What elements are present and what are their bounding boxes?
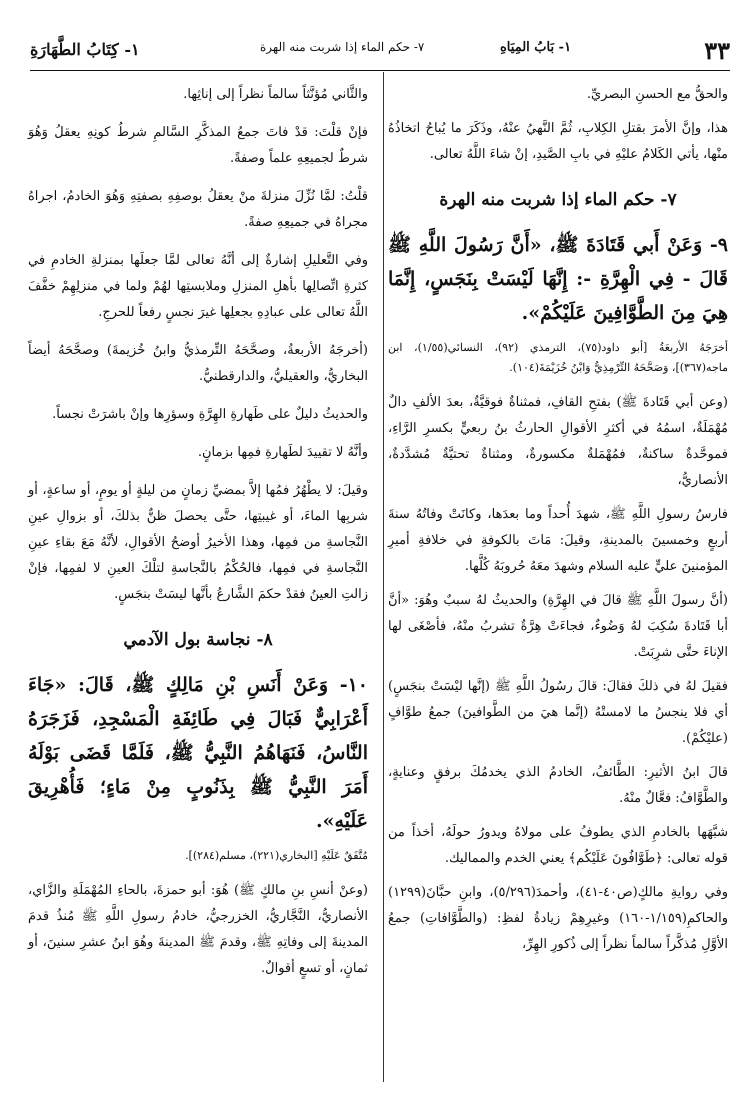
paragraph: قالَ ابنُ الأثيرِ: الطَّائفُ، الخادمُ الذي يخدمُكَ برفقٍ وعنايةٍ، والطَّوَّافُ: فعَّالٌ منْهُ. [388,765,728,806]
paragraph: وأنَّهُ لا تقييدَ لطَهارةِ فمِها بزمانٍ. [197,445,368,460]
hadith-text: ٩- وَعَنْ أَبي قَتَادَةَ ﷺ، «أَنَّ رَسُولَ اللَّهِ ﷺ قَالَ - فِي الْهِرَّةِ -: إِنَّهَا لَيْسَتْ بِنَجَسٍ، إِنَّمَا هِيَ مِنَ الطَّوَّافِينَ عَلَيْكُمْ». [388,234,728,324]
running-title: ٧- حكم الماء إذا شربت منه الهرة [260,40,425,54]
paragraph: (أنَّ رسولَ اللَّهِ ﷺ قالَ في الهِرَّةِ) والحديثُ لهُ سببٌ وهُوَ: «أنَّ أبا قَتَادةَ سُكِبَ لهُ وَضُوءٌ، فجاءَتْ هِرَّةٌ تشربُ منْهُ، فأصْغَى لها الإناءَ حتَّى شرِبَتْ. [388,593,728,660]
hadith-source: أخرَجَهُ الأربعَةُ [أبو داود(٧٥)، الترمذي (٩٢)، النسائي(١/٥٥)، ابن ماجه(٣٦٧)]، وَصَحَّحَهُ التِّرْمِذِيُّ وَابْنُ خُزَيْمَةَ(١٠٤). [388,341,728,374]
paragraph: (وعنْ أنسِ بنِ مالكٍ ﷺ) هُوَ: أبو حمزةَ، بالحاءِ المُهْمَلَةِ والزَّاي، الأنصاريُّ، النَّجَّاريُّ، الخزرجيُّ، خادمُ رسولِ اللَّهِ ﷺ مُنذُ قدمَ المدينةَ إلى وفاتِهِ ﷺ، وقدمَ ﷺ المدينةَ وهُوَ ابنُ عشرِ سنينَ، أو ثمانٍ، أو تسعٍ أقوالٌ. [28,883,368,976]
paragraph: والثَّاني مُؤنَّثاً سالماً نظراً إلى إناثِها. [183,87,368,102]
paragraph: فقيلَ لهُ في ذلكَ فقالَ: قالَ رسُولُ اللَّهِ ﷺ (إنَّها ليْسَتْ بنجَسٍ) أي فلا ينجسُ ما لامستْهُ (إنَّما هيَ من الطَّوافينَ) جمعُ طوَّافٍ (عليْكُمْ). [388,679,728,746]
section-heading: ٨- نجاسة بول الآدمي [123,630,273,650]
header-divider [30,70,730,71]
hadith-source: مُتَّفَقٌ عَلَيْهِ [البخاري(٢٢١)، مسلم(٢٨٤)]. [185,849,368,862]
paragraph: قلْتُ: لمَّا نُزِّلَ منزلةَ منْ يعقلُ بوصفِهِ بصفتِهِ وَهُوَ الخادمُ، اجراهُ مجراهُ في جميعِهِ صفةً. [28,189,368,230]
paragraph: وقيلَ: لا يطْهُرُ فمُها إلاَّ بمضيِّ زمانٍ من ليلةٍ أو يومٍ، أو ساعةٍ، أو شربِها الماءَ، أو غيبتِها، حتَّى يحصلَ ظنٌّ بذلكَ، أو بزوالِ عينِ النَّجاسةِ من فمِها، وهذا الأخيرُ أوضحُ الأقوالِ، لأنَّهُ مَعَ بقاءِ عينِ النَّجاسةِ في فمِها، فالحُكْمُ بالنَّجاسةِ لتلْكَ العينِ لا لفمِها، فإنْ زالتِ العينُ فقدْ حكمَ الشَّارعُ بأنَّها ليسَتْ بنجَسٍ. [28,483,368,602]
paragraph: هذا، وإنَّ الأمرَ بقتلِ الكِلابِ، ثُمَّ النَّهيُ عنْهُ، وذَكَرَ ما يُباحُ اتخاذُهُ منْها، يأتي الكَلامُ عليْهِ في بابِ الصَّيدِ، إنْ شاءَ اللَّهُ تعالى. [388,121,728,162]
page-number: ٣٣ [704,36,730,65]
left-column [28,82,368,990]
right-column [388,82,728,966]
column-divider [383,72,384,1082]
paragraph: فارسُ رسولِ اللَّهِ ﷺ، شهدَ أُحداً وما بعدَها، وكانَتْ وفاتُهُ سنةَ أربعٍ وخمسينَ بالمدينةِ، وقيلَ: مَاتَ بالكوفةِ في خلافةِ أميرِ المؤمنينَ عليٍّ عليه السلام وشهدَ معَهُ حُروبَهُ كُلَّها. [388,507,728,574]
paragraph: فإنْ قلْتَ: قدْ فاتَ جمعُ المذكَّرِ السَّالمِ شرطُ كونِهِ يعقلُ وَهُوَ شرطٌ لجميعِهِ علماً وصفةً. [28,125,368,166]
paragraph: (وعن أبي قَتَادةَ ﷺ) بفتحِ القافِ، فمثناةٌ فوقيَّةٌ، بعدَ الألفِ دالٌ مُهْمَلَةٌ، اسمُهُ في أكثرِ الأقوالِ الحارثُ بنُ ربعيٍّ بكسرِ الرَّاءِ، فموحَّدةٌ ساكنةٌ، فمُهْمَلةٌ مكسورةٌ، ومثناةٌ تحتيَّةٌ مُشدَّدةٌ، الأنصاريُّ، [388,395,728,488]
running-chapter: ١- بَابُ المِيَاهِ [500,40,572,55]
paragraph: (أخرجَهُ الأربعةُ، وصحَّحَهُ التِّرمذيُّ وابنُ خُزيمةَ) وصحَّحَهُ أيضاً البخاريُّ، والعقيليُّ، والدارقطنيُّ. [28,343,368,384]
paragraph: والحديثُ دليلٌ على طَهارةِ الهِرَّةِ وسؤرِها وإنْ باشرَتْ نجساً. [52,407,368,422]
paragraph: شبَّهَها بالخادمِ الذي يطوفُ على مولاهُ ويدورُ حولَهُ، أخذاً من قوله تعالى: ﴿طَوَّافُونَ عَلَيْكُم﴾ يعني الخدم والمماليك. [388,825,728,866]
section-heading: ٧- حكم الماء إذا شربت منه الهرة [439,190,677,210]
paragraph: وفي التَّعليلِ إشارةٌ إلى أنَّهُ تعالى لمَّا جعلَها بمنزلةِ الخادمِ في كثرةِ اتِّصالِها بأهلِ المنزلِ وملابستِها لهُمْ ولما في منزلِهِمْ خفَّفَ اللَّهُ تعالى على عبادِهِ بجعلِها غيرَ نجسٍ رفعاً للحرجِ. [28,253,368,320]
paragraph: وفي روايةِ مالكٍ(ص٤٠-٤١)، وأحمدَ(٥/٢٩٦)، وابنِ حبَّانَ(١٢٩٩) والحاكمِ(١/١٥٩-١٦٠) وغيرِهِمْ زيادةُ لفظِ: (والطَّوَّافاتِ) جمعُ الأوَّلِ مُذكَّراً سالماً نظراً إلى ذُكورِ الهِرِّ، [388,885,728,952]
paragraph: والحقُّ مع الحسنِ البصريِّ. [586,87,728,102]
hadith-text: ١٠- وَعَنْ أَنَسِ بْنِ مَالِكٍ ﷺ، قَالَ: «جَاءَ أَعْرَابِيٌّ فَبَالَ فِي طَائِفَةِ الْمَسْجِدِ، فَزَجَرَهُ النَّاسُ، فَنَهَاهُمُ النَّبِيُّ ﷺ، فَلَمَّا قَضَى بَوْلَهُ أَمَرَ النَّبِيُّ ﷺ بِذَنُوبٍ مِنْ مَاءٍ؛ فَأُهْرِيقَ عَلَيْهِ». [28,674,368,832]
running-book: ١- كِتَابُ الطَّهَارَةِ [30,40,140,59]
page-header [30,36,730,70]
